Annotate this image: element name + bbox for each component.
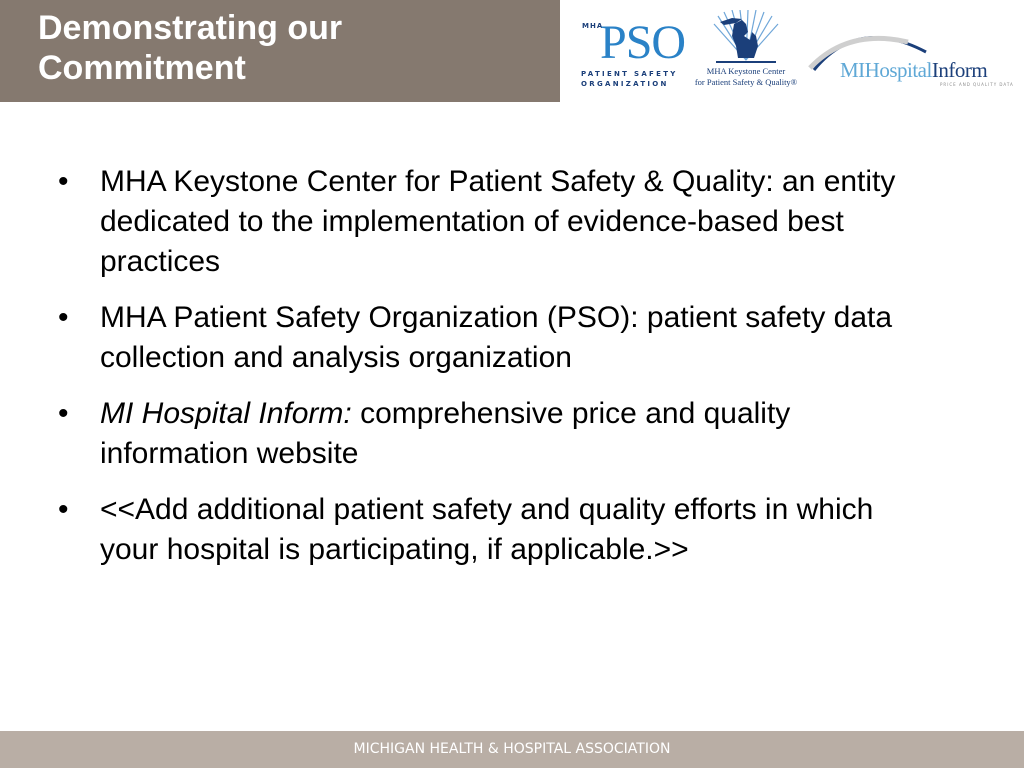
bullet-item bbox=[58, 490, 938, 570]
wordmark-hospital: Hospital bbox=[864, 58, 932, 82]
bullet-text: <<Add additional patient safety and quality efforts in which your hospital is participating, if applicable.>> bbox=[100, 493, 874, 566]
wordmark-inform: Inform bbox=[931, 58, 988, 82]
bullet-marker: • bbox=[58, 493, 69, 526]
bullet-lead-italic: MI Hospital Inform: bbox=[100, 397, 352, 430]
bullet-text: comprehensive price and quality information website bbox=[100, 397, 791, 470]
footer-bar bbox=[0, 731, 1024, 768]
pso-logo bbox=[580, 14, 686, 90]
pso-logo-wordmark: PSO bbox=[600, 16, 686, 69]
keystone-logo-text: MHA Keystone Center for Patient Safety & Quality® bbox=[694, 66, 798, 87]
logo-strip bbox=[560, 0, 1024, 102]
pso-logo-line2: ORGANIZATION bbox=[581, 80, 669, 88]
mi-hospital-inform-logo bbox=[808, 22, 1018, 92]
bullet-item bbox=[58, 298, 938, 378]
mi-hospital-inform-tagline: PRICE AND QUALITY DATA bbox=[940, 82, 1014, 87]
bullet-item bbox=[58, 162, 938, 282]
keystone-logo bbox=[690, 10, 802, 94]
pso-logo-line1: PATIENT SAFETY bbox=[581, 70, 678, 78]
bullet-marker: • bbox=[58, 397, 69, 430]
bullet-text: MHA Patient Safety Organization (PSO): patient safety data collection and analysis organization bbox=[100, 301, 893, 374]
footer-text: MICHIGAN HEALTH & HOSPITAL ASSOCIATION bbox=[353, 741, 671, 757]
mi-hospital-inform-wordmark bbox=[840, 58, 987, 83]
bullet-text: MHA Keystone Center for Patient Safety & Quality: an entity dedicated to the implementation of evidence-based best practices bbox=[100, 165, 896, 278]
slide-title: Demonstrating our Commitment bbox=[38, 9, 343, 87]
wordmark-mi: MI bbox=[840, 58, 865, 82]
michigan-sunburst-icon bbox=[712, 10, 780, 66]
bullet-item bbox=[58, 394, 938, 474]
bullet-marker: • bbox=[58, 165, 69, 198]
bullet-marker: • bbox=[58, 301, 69, 334]
bullet-list bbox=[58, 162, 938, 586]
title-bar bbox=[0, 0, 560, 102]
pso-logo-mha-text: MHA bbox=[582, 22, 604, 30]
